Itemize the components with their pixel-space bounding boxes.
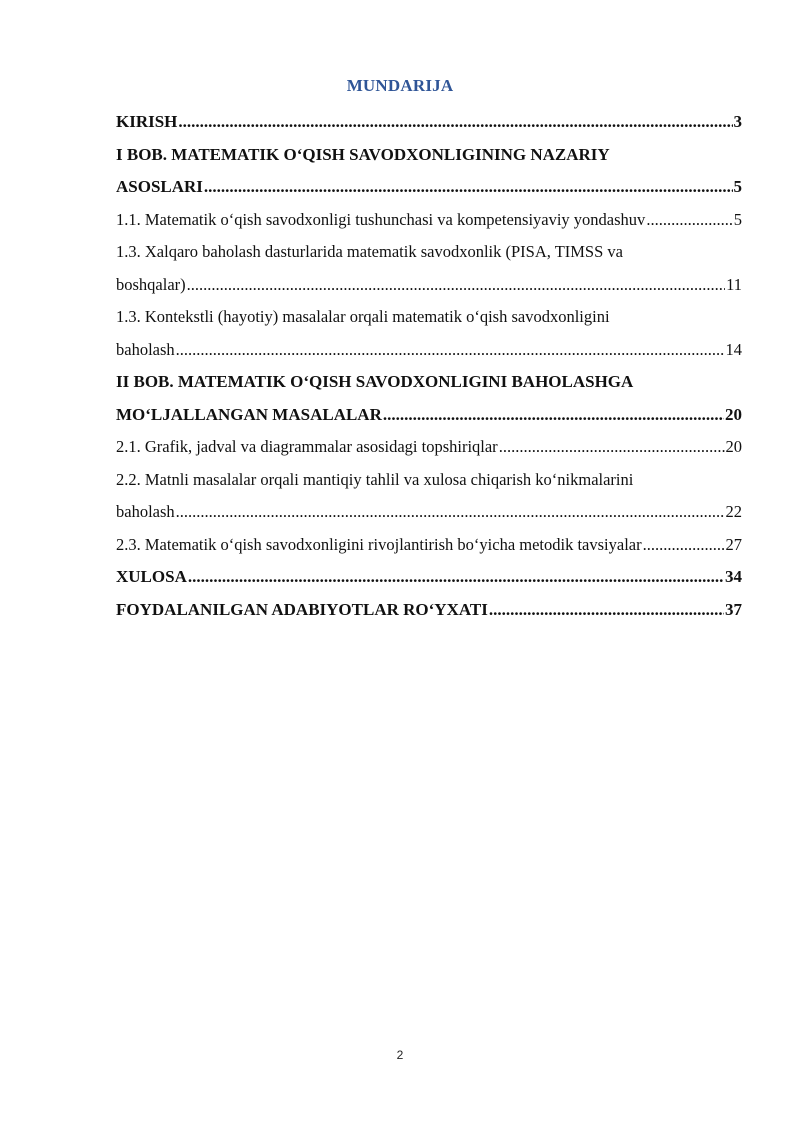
dot-leader xyxy=(176,496,725,529)
toc-entry-label: KIRISH xyxy=(116,112,178,131)
toc-entry[interactable] xyxy=(116,301,742,366)
table-of-contents xyxy=(116,106,742,626)
toc-entry-label: 2.3. Matematik o‘qish savodxonligini rivojlantirish bo‘yicha metodik tavsiyalar xyxy=(116,534,642,554)
toc-entry-label: II BOB. MATEMATIK O‘QISH SAVODXONLIGINI BAHOLASHGA xyxy=(116,372,634,391)
toc-entry-line xyxy=(116,464,742,497)
toc-entry-line xyxy=(116,431,742,464)
toc-page-number: 5 xyxy=(733,177,742,196)
toc-entry-line xyxy=(116,334,742,367)
toc-entry[interactable] xyxy=(116,204,742,237)
toc-entry-label: FOYDALANILGAN ADABIYOTLAR RO‘YXATI xyxy=(116,599,488,619)
toc-entry-label: baholash xyxy=(116,339,175,359)
toc-entry-line xyxy=(116,594,742,627)
toc-page-number: 22 xyxy=(725,502,742,521)
dot-leader xyxy=(176,334,725,367)
dot-leader xyxy=(383,399,724,432)
dot-leader xyxy=(643,529,725,562)
toc-page-number: 3 xyxy=(733,112,742,131)
toc-entry[interactable] xyxy=(116,464,742,529)
toc-entry-label: MO‘LJALLANGAN MASALALAR xyxy=(116,404,382,424)
toc-entry[interactable] xyxy=(116,529,742,562)
toc-entry[interactable] xyxy=(116,561,742,594)
toc-page-number: 14 xyxy=(725,339,742,359)
toc-entry-label: XULOSA xyxy=(116,567,187,586)
toc-entry-label: 2.2. Matnli masalalar orqali mantiqiy tahlil va xulosa chiqarish ko‘nikmalarini xyxy=(116,469,634,489)
toc-entry-line xyxy=(116,236,742,269)
toc-entry-line xyxy=(116,496,742,529)
toc-page-number: 20 xyxy=(725,404,742,424)
toc-entry[interactable] xyxy=(116,431,742,464)
toc-entry-label: 1.3. Xalqaro baholash dasturlarida matematik savodxonlik (PISA, TIMSS va xyxy=(116,242,623,261)
toc-entry[interactable] xyxy=(116,594,742,627)
toc-title: MUNDARIJA xyxy=(346,76,454,95)
toc-entry-line xyxy=(116,106,742,139)
toc-entry-line xyxy=(116,139,742,172)
toc-page-number: 11 xyxy=(726,274,742,294)
toc-page-number: 37 xyxy=(725,599,742,619)
dot-leader xyxy=(499,431,725,464)
dot-leader xyxy=(489,594,724,627)
dot-leader xyxy=(188,561,724,594)
dot-leader xyxy=(178,106,732,139)
toc-entry-label: 1.3. Kontekstli (hayotiy) masalalar orqali matematik o‘qish savodxonligini xyxy=(116,307,610,326)
dot-leader xyxy=(204,171,733,204)
toc-entry-line xyxy=(116,171,742,204)
toc-entry-line xyxy=(116,399,742,432)
toc-entry[interactable] xyxy=(116,106,742,139)
toc-entry-label: 1.1. Matematik o‘qish savodxonligi tushunchasi va kompetensiyaviy yondashuv xyxy=(116,209,646,229)
toc-entry-line xyxy=(116,301,742,334)
page-number: 2 xyxy=(396,1048,404,1062)
dot-leader xyxy=(646,204,732,237)
toc-entry-line xyxy=(116,561,742,594)
toc-entry-label: I BOB. MATEMATIK O‘QISH SAVODXONLIGINING NAZARIY xyxy=(116,144,610,164)
toc-entry-label: boshqalar) xyxy=(116,274,186,294)
toc-page-number: 34 xyxy=(725,567,742,586)
toc-page-number: 20 xyxy=(725,437,742,456)
toc-entry-line xyxy=(116,529,742,562)
toc-entry[interactable] xyxy=(116,236,742,301)
toc-entry-label: baholash xyxy=(116,502,175,521)
toc-entry-line xyxy=(116,204,742,237)
toc-entry-line xyxy=(116,269,742,302)
toc-entry-label: ASOSLARI xyxy=(116,177,203,196)
toc-entry[interactable] xyxy=(116,366,742,431)
toc-entry-label: 2.1. Grafik, jadval va diagrammalar asosidagi topshiriqlar xyxy=(116,437,498,456)
toc-entry-line xyxy=(116,366,742,399)
toc-page-number: 27 xyxy=(725,534,742,554)
toc-page-number: 5 xyxy=(733,209,742,229)
dot-leader xyxy=(187,269,725,302)
toc-entry[interactable] xyxy=(116,139,742,204)
